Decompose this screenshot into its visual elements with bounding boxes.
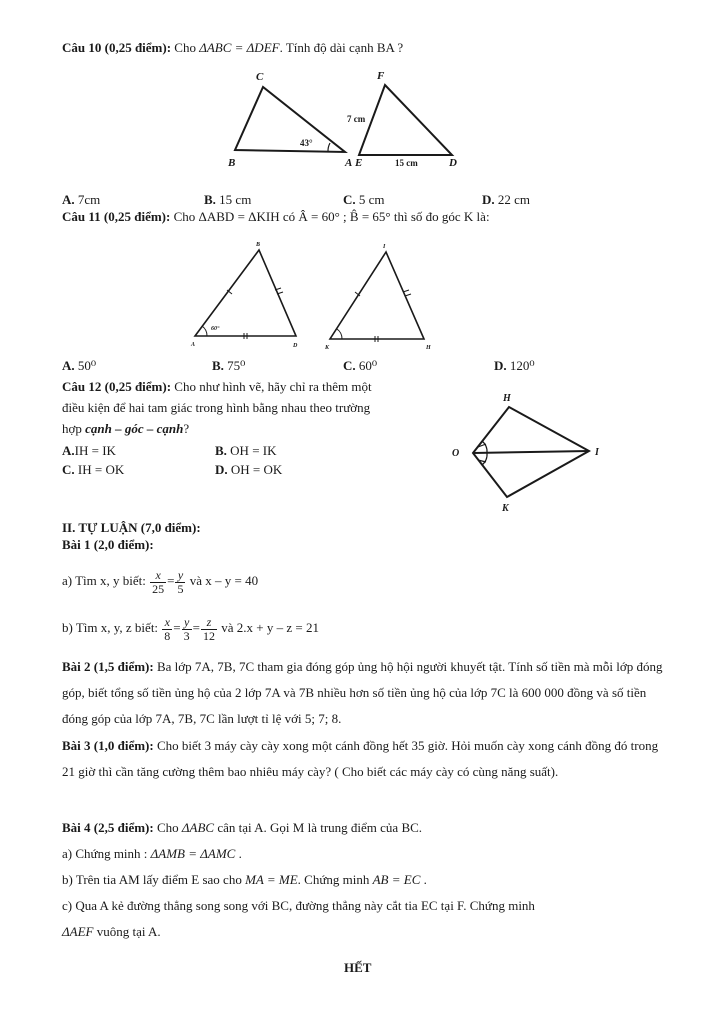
q12-label-o: O (452, 448, 460, 459)
bai4-c1: c) Qua A kẻ đường thẳng song song với BC, đường thẳng này cắt tia EC tại F. Chứng minh (62, 898, 535, 913)
q11-angle-label: 60° (211, 326, 220, 332)
q10-label-d: D (449, 157, 457, 169)
q10-text-pre: Cho (171, 40, 200, 55)
q12-question: Câu 12 (0,25 điểm): Cho như hình vẽ, hãy chỉ ra thêm một điều kiện để hai tam giác trong hình bằng nhau theo trường hợp cạnh – góc – cạnh? (62, 379, 372, 436)
q10-label-f: F (377, 70, 385, 82)
bai4: Bài 4 (2,5 điểm): Cho ΔABC cân tại A. Gọi M là trung điểm của BC. a) Chứng minh : ΔAMB = ΔAMC . b) Trên tia AM lấy điểm E sao cho MA = ME. Chứng minh AB = EC . c) Qua A kẻ đường thẳng song song với BC, đường thẳng này cắt tia EC tại F. Chứng minh ΔAEF vuông tại A. (62, 815, 672, 945)
q11-label-a: A (191, 342, 196, 348)
bai1-a: a) Tìm x, y biết: $\frac{x}{25}$ = $\frac{y}{5}$ và x – y = 40 (62, 567, 259, 596)
q11-label-b: B (256, 242, 261, 248)
q12-label-h: H (503, 393, 511, 404)
q10-option-a: A. 7cm (62, 192, 101, 207)
bai4-a: a) Chứng minh : ΔAMB = ΔAMC . (62, 846, 242, 861)
q12-label: Câu 12 (0,25 điểm): (62, 379, 172, 394)
bai4-c2: ΔAEF vuông tại A. (62, 924, 161, 939)
bai2 (62, 654, 672, 732)
end-marker: HẾT (344, 960, 372, 975)
bai4-b: b) Trên tia AM lấy điểm E sao cho MA = ME. Chứng minh AB = EC . (62, 872, 427, 887)
q12-emphasis: cạnh – góc – cạnh (85, 421, 184, 436)
bai2-label: Bài 2 (1,5 điểm): (62, 659, 154, 674)
q10-text-post: . Tính độ dài cạnh BA ? (279, 40, 404, 55)
q10-label-c: C (256, 71, 264, 83)
q10-option-c: C. 5 cm (343, 192, 385, 207)
q11-text: Cho ΔABD = ΔKIH có Â = 60° ; B̂ = 65° thì số đo góc K là: (170, 209, 490, 224)
part2-title: II. TỰ LUẬN (7,0 điểm): (62, 520, 201, 535)
q10-math: ΔABC = ΔDEF (199, 40, 280, 55)
bai1-b: b) Tìm x, y, z biết: $\frac{x}{8}$ = $\frac{y}{3}$ = $\frac{z}{12}$ và 2.x + y – z = 21 (62, 614, 319, 643)
q11-label-i: I (383, 244, 386, 250)
q11-label-d: D (293, 343, 298, 349)
angle-arc-koi (482, 453, 487, 465)
q10-side-ed: 15 cm (395, 158, 418, 168)
q12-option-a: A.IH = IK (62, 443, 116, 458)
q12-option-c: C. IH = OK (62, 462, 125, 477)
q11-option-a: A. 50⁰ (62, 358, 97, 373)
q10-label: Câu 10 (0,25 điểm): (62, 40, 172, 55)
bai3-label: Bài 3 (1,0 điểm): (62, 738, 154, 753)
bai3 (62, 733, 672, 785)
q11-option-b: B. 75⁰ (212, 358, 246, 373)
q12-label-k: K (502, 503, 509, 514)
q11-label-h: H (426, 345, 431, 351)
q10-option-b: B. 15 cm (204, 192, 252, 207)
q12-option-d: D. OH = OK (215, 462, 283, 477)
q10-label-a: A (345, 157, 353, 169)
q10-angle-label: 43° (300, 138, 313, 148)
q11-option-c: C. 60⁰ (343, 358, 378, 373)
q11-label-k: K (325, 345, 330, 351)
q12-label-i: I (595, 447, 599, 458)
bai2-text: Ba lớp 7A, 7B, 7C tham gia đóng góp ủng hộ hội người khuyết tật. Tính số tiền mà mỗi lớp đóng góp, biết tổng số tiền ủng hộ của 2 lớp 7A và 7B nhiều hơn số tiền ủng hộ của lớp 7C là 600 000 đồng và số tiền đóng góp của lớp 7A, 7B, 7C lần lượt tỉ lệ với 5; 7; 8. (62, 659, 663, 726)
q10-option-d: D. 22 cm (482, 192, 531, 207)
q10-side-ef: 7 cm (347, 114, 366, 124)
q11-label: Câu 11 (0,25 điểm): (62, 209, 171, 224)
bai3-text: Cho biết 3 máy cày cày xong một cánh đồng hết 35 giờ. Hỏi muốn cày xong cánh đồng đó trong 21 giờ thì cần tăng cường thêm bao nhiêu máy cày? ( Cho biết các máy cày có cùng năng suất). (62, 738, 659, 779)
q10-label-e: E (355, 157, 363, 169)
q10-label-b: B (228, 157, 236, 169)
q12-option-b: B. OH = IK (215, 443, 277, 458)
angle-arc-hoi (482, 441, 487, 453)
q11-option-d: D. 120⁰ (494, 358, 535, 373)
bai4-label: Bài 4 (2,5 điểm): (62, 820, 154, 835)
segment-oi (473, 451, 589, 453)
bai1-title: Bài 1 (2,0 điểm): (62, 537, 154, 552)
